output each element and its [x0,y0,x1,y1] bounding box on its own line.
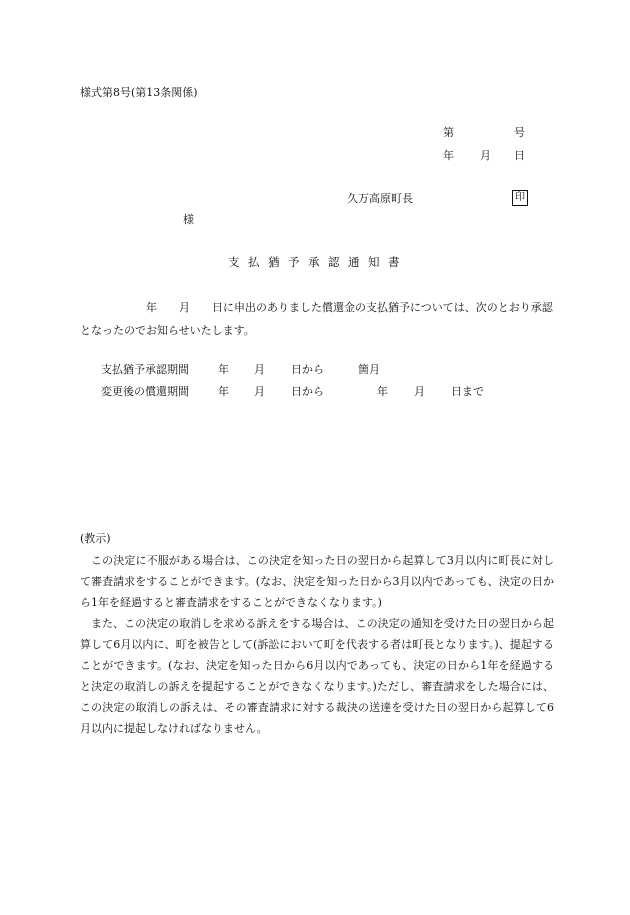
period-month: 月 [254,385,265,398]
body-paragraph: 年 月 日に申出のありました償還金の支払猶予については、次のとおり承認となったのでお知らせいたします。 [80,301,553,337]
period-month-end: 月 [414,385,425,398]
document-title: 支払猶予承認通知書 [228,255,408,269]
period-to: 日まで [451,385,484,398]
period-from: 日から [291,385,324,398]
period-label: 変更後の償還期間 [101,385,189,398]
period-row-deferment [101,364,541,378]
notice-text [80,550,554,739]
recipient-suffix: 様 [183,213,194,226]
period-months: 箇月 [358,363,380,376]
notice-heading: (教示) [80,532,111,545]
period-year: 年 [218,363,229,376]
period-year: 年 [218,385,229,398]
date-day: 日 [514,149,525,162]
date-month: 月 [480,149,491,162]
doc-number-suffix: 号 [514,126,525,139]
period-year-end: 年 [377,385,388,398]
doc-number-prefix: 第 [443,126,454,139]
date-year: 年 [443,149,454,162]
form-id: 様式第8号(第13条関係) [80,86,198,99]
issuer-name: 久万高原町長 [347,192,413,205]
notice-paragraph: この決定に不服がある場合は、この決定を知った日の翌日から起算して3月以内に町長に対して審査請求をすることができます。(なお、決定を知った日から3月以内であっても、決定の日から1年を経過すると審査請求をすることができなくなります。) [80,554,554,609]
seal-mark: 印 [512,190,528,206]
period-row-repayment [101,386,541,400]
period-label: 支払猶予承認期間 [101,363,189,376]
period-month: 月 [254,363,265,376]
period-from: 日から [291,363,324,376]
notice-paragraph: また、この決定の取消しを求める訴えをする場合は、この決定の通知を受けた日の翌日から起算して6月以内に、町を被告として(訴訟において町を代表する者は町長となります。)、提起することができます。(なお、決定を知った日から6月以内であっても、決定の日から1年を経過すると決定の取消しの訴えを提起することができなくなります。)ただし、審査請求をした場合には、この決定の取消しの訴えは、その審査請求に対する裁決の送達を受けた日の翌日から起算して6月以内に提起しなければなりません。 [80,617,554,735]
